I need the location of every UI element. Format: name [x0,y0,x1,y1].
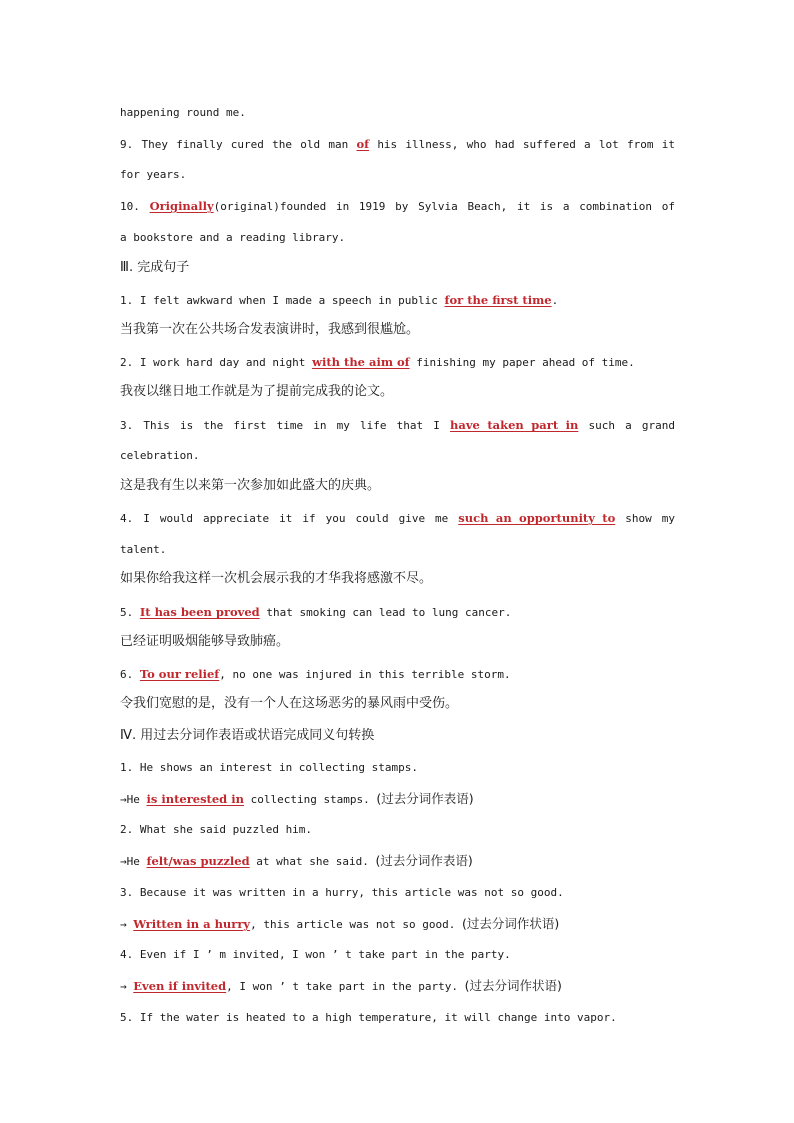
s3-item-3: 3. This is the first time in my life that I have taken part in such a grand [120,418,675,432]
translation: 我夜以继日地工作就是为了提前完成我的论文。 [120,384,394,399]
item-10-cont: a bookstore and a reading library. [120,231,346,244]
item-10: 10. Originally(original)founded in 1919 by Sylvia Beach, it is a combination of [120,199,675,213]
s3-item-4-cont: talent. [120,543,167,556]
s3-item-4: 4. I would appreciate it if you could give me such an opportunity to show my [120,511,675,525]
answer: such an opportunity to [458,511,616,525]
section-title: Ⅳ. 用过去分词作表语或状语完成同义句转换 [120,728,375,743]
hint: (过去分词作表语) [376,791,474,806]
translation: 令我们宽慰的是，没有一个人在这场恶劣的暴风雨中受伤。 [120,696,459,711]
answer: To our relief [139,667,220,681]
answer: have taken part in [450,418,579,432]
s3-item-1: 1. I felt awkward when I made a speech in public for the first time. [120,293,559,307]
answer: is interested in [146,792,244,806]
s4-question-5: 5. If the water is heated to a high temperature, it will change into vapor. [120,1011,617,1024]
text-line [120,105,675,121]
translation: 当我第一次在公共场合发表演讲时，我感到很尴尬。 [120,322,420,337]
s3-item-2: 2. I work hard day and night with the aim of finishing my paper ahead of time. [120,355,635,369]
s4-question-1: 1. He shows an interest in collecting stamps. [120,761,419,774]
translation: 已经证明吸烟能够导致肺癌。 [120,634,290,649]
answer: Written in a hurry [133,917,251,931]
s4-question-4: 4. Even if I ’ m invited, I won ’ t take part in the party. [120,948,511,961]
sentence: happening round me. [120,106,246,119]
answer: Originally [149,199,214,213]
translation: 如果你给我这样一次机会展示我的才华我将感激不尽。 [120,571,433,586]
s4-answer-4: → Even if invited, I won ’ t take part in the party. (过去分词作状语) [120,978,562,993]
item-9: 9. They finally cured the old man of his illness, who had suffered a lot from it [120,137,675,151]
hint: (过去分词作状语) [464,978,562,993]
answer: of [356,137,370,151]
s3-item-5: 5. It has been proved that smoking can lead to lung cancer. [120,605,512,619]
s3-item-6: 6. To our relief, no one was injured in this terrible storm. [120,667,511,681]
s4-question-3: 3. Because it was written in a hurry, this article was not so good. [120,886,564,899]
s4-answer-2: →He felt/was puzzled at what she said. (过去分词作表语) [120,853,473,868]
answer: for the first time [444,293,552,307]
s4-answer-1: →He is interested in collecting stamps. (过去分词作表语) [120,791,474,806]
s4-question-2: 2. What she said puzzled him. [120,823,313,836]
answer: Even if invited [133,979,227,993]
answer: felt/was puzzled [146,854,250,868]
item-9-cont: for years. [120,168,187,181]
s3-item-3-cont: celebration. [120,449,200,462]
s4-answer-3: → Written in a hurry, this article was not so good. (过去分词作状语) [120,916,560,931]
answer: with the aim of [312,355,410,369]
hint: (过去分词作状语) [462,916,560,931]
hint: (过去分词作表语) [375,853,473,868]
answer: It has been proved [139,605,260,619]
section-title: Ⅲ. 完成句子 [120,260,190,275]
translation: 这是我有生以来第一次参加如此盛大的庆典。 [120,478,381,493]
